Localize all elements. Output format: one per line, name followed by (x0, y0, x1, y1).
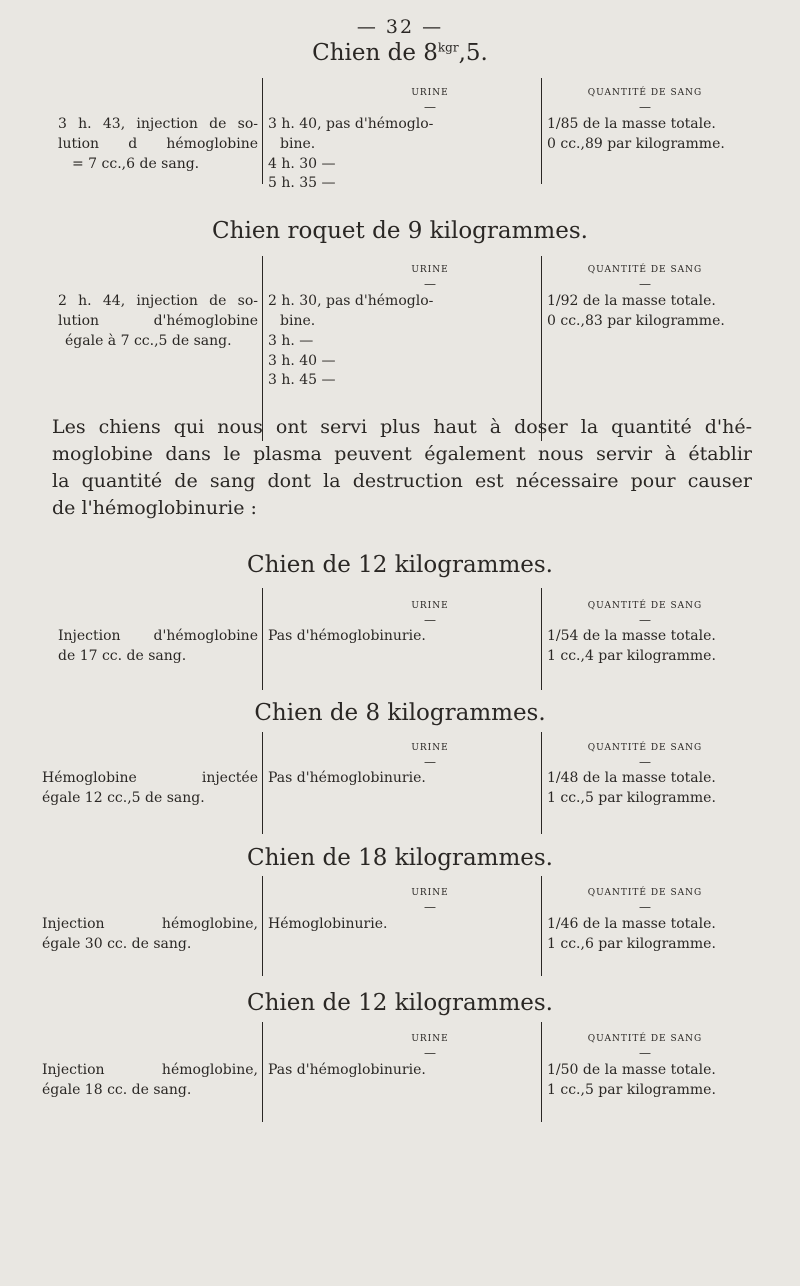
cell: Pas d'hémoglobinurie. (268, 770, 426, 786)
header-quantite: QUANTITÉ DE SANG (587, 265, 703, 275)
dash: — (639, 755, 651, 769)
dash: — (639, 100, 651, 114)
section-title: Chien de 8 kilogrammes. (254, 700, 546, 726)
cell: 4 h. 30 — (268, 156, 336, 172)
cell: Injection hémoglobine, (42, 1062, 258, 1078)
column-rule (541, 588, 542, 690)
cell: 1/46 de la masse totale. (547, 916, 716, 932)
cell: Injection hémoglobine, (42, 916, 258, 932)
cell: 1/54 de la masse totale. (547, 628, 716, 644)
header-quantite: QUANTITÉ DE SANG (587, 743, 703, 753)
header-urine: URINE (411, 743, 449, 753)
cell: 0 cc.,83 par kilogramme. (547, 313, 725, 329)
header-quantite: QUANTITÉ DE SANG (587, 88, 703, 98)
cell: lution d hémoglobine (58, 136, 258, 152)
cell: 2 h. 30, pas d'hémoglo- (268, 293, 434, 309)
cell: 1/50 de la masse totale. (547, 1062, 716, 1078)
dash: — (424, 100, 436, 114)
cell: 5 h. 35 — (268, 175, 336, 191)
cell: Pas d'hémoglobinurie. (268, 628, 426, 644)
cell: égale à 7 cc.,5 de sang. (65, 333, 232, 349)
dash: — (424, 277, 436, 291)
section-title: Chien de 12 kilogrammes. (247, 552, 553, 578)
dash: — (424, 755, 436, 769)
cell: 3 h. — (268, 333, 314, 349)
dash: — (639, 900, 651, 914)
cell: 1/85 de la masse totale. (547, 116, 716, 132)
header-quantite: QUANTITÉ DE SANG (587, 1034, 703, 1044)
cell: lution d'hémoglobine (58, 313, 258, 329)
header-urine: URINE (411, 265, 449, 275)
cell: Injection d'hémoglobine (58, 628, 258, 644)
dash: — (639, 277, 651, 291)
cell: 3 h. 45 — (268, 372, 336, 388)
cell: égale 18 cc. de sang. (42, 1082, 192, 1098)
paragraph-line: la quantité de sang dont la destruction est nécessaire pour causer (52, 470, 752, 492)
cell: 2 h. 44, injection de so- (58, 293, 258, 309)
section-title: Chien de 12 kilogrammes. (247, 990, 553, 1016)
cell: 3 h. 43, injection de so- (58, 116, 258, 132)
column-rule (262, 1022, 263, 1122)
cell: de 17 cc. de sang. (58, 648, 187, 664)
header-quantite: QUANTITÉ DE SANG (587, 601, 703, 611)
header-urine: URINE (411, 88, 449, 98)
cell: Pas d'hémoglobinurie. (268, 1062, 426, 1078)
cell: bine. (280, 136, 316, 152)
cell: 3 h. 40 — (268, 353, 336, 369)
dash: — (639, 1046, 651, 1060)
header-urine: URINE (411, 601, 449, 611)
cell: 1 cc.,6 par kilogramme. (547, 936, 716, 952)
cell: 1 cc.,4 par kilogramme. (547, 648, 716, 664)
cell: Hémoglobinurie. (268, 916, 388, 932)
cell: = 7 cc.,6 de sang. (72, 156, 200, 172)
column-rule (541, 1022, 542, 1122)
cell: bine. (280, 313, 316, 329)
column-rule (541, 732, 542, 834)
section-title: Chien de $8^{kgr},5$. (312, 40, 488, 66)
cell: 0 cc.,89 par kilogramme. (547, 136, 725, 152)
column-rule (541, 78, 542, 184)
header-urine: URINE (411, 888, 449, 898)
section-title: Chien roquet de 9 kilogrammes. (212, 218, 588, 244)
header-quantite: QUANTITÉ DE SANG (587, 888, 703, 898)
paragraph-line: de l'hémoglobinurie : (52, 497, 257, 519)
section-title: Chien de 18 kilogrammes. (247, 845, 553, 871)
cell: égale 12 cc.,5 de sang. (42, 790, 205, 806)
cell: 1 cc.,5 par kilogramme. (547, 790, 716, 806)
dash: — (639, 613, 651, 627)
paragraph-line: moglobine dans le plasma peuvent également nous servir à établir (52, 443, 752, 465)
paragraph-line: Les chiens qui nous ont servi plus haut à doser la quantité d'hé- (52, 416, 752, 438)
column-rule (262, 78, 263, 184)
cell: 1/48 de la masse totale. (547, 770, 716, 786)
column-rule (262, 732, 263, 834)
page-number: — 32 — (356, 16, 444, 38)
dash: — (424, 1046, 436, 1060)
header-urine: URINE (411, 1034, 449, 1044)
dash: — (424, 613, 436, 627)
column-rule (541, 876, 542, 976)
column-rule (262, 588, 263, 690)
cell: 1/92 de la masse totale. (547, 293, 716, 309)
dash: — (424, 900, 436, 914)
cell: Hémoglobine injectée (42, 770, 258, 786)
column-rule (262, 876, 263, 976)
cell: 3 h. 40, pas d'hémoglo- (268, 116, 434, 132)
cell: égale 30 cc. de sang. (42, 936, 192, 952)
cell: 1 cc.,5 par kilogramme. (547, 1082, 716, 1098)
